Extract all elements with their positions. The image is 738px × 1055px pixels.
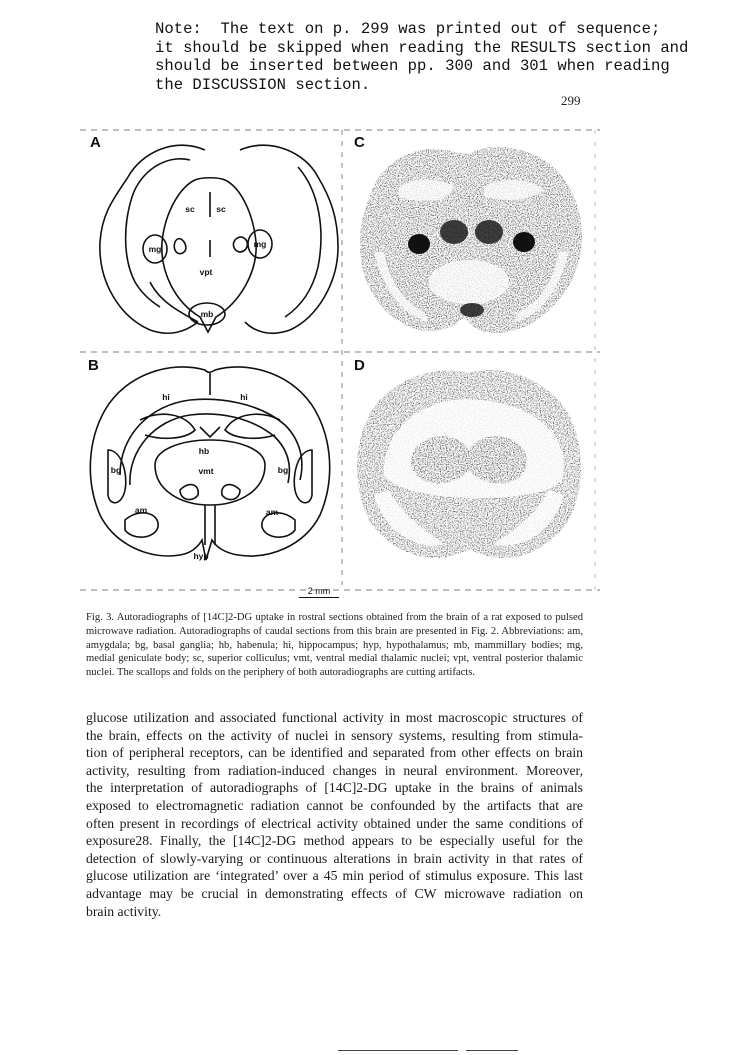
footer-rule	[466, 1050, 518, 1051]
panel-label-a: A	[90, 134, 101, 151]
atlas-label-sc: sc	[185, 204, 195, 214]
body-line: tion of peripheral receptors, can be identified and separated from other effects on brain	[86, 745, 583, 761]
panel-label-b: B	[88, 357, 99, 374]
atlas-label-vmt: vmt	[198, 466, 214, 476]
body-line: exposed to electromagnetic radiation cannot be confounded by the artifacts that are	[86, 797, 583, 813]
panel-d	[344, 355, 594, 585]
panel-label-d: D	[354, 357, 365, 374]
scale-bar	[299, 586, 339, 604]
autoradiograph-c	[344, 132, 594, 352]
page-number: 299	[561, 93, 581, 108]
atlas-label-hyp: hyp	[193, 551, 209, 561]
body-line: glucose utilization and associated functional activity in most macroscopic structures of	[86, 710, 583, 725]
atlas-label-bg: bg	[277, 465, 289, 475]
atlas-label-bg: bg	[110, 465, 122, 475]
atlas-label-am: am	[265, 507, 279, 517]
scale-bar-line	[299, 597, 339, 598]
body-line: the interpretation of autoradiographs of [14C]2-DG uptake in the brains of animals	[86, 780, 583, 796]
note-line: should be inserted between pp. 300 and 301 when reading	[155, 57, 670, 75]
atlas-label-mg: mg	[148, 244, 162, 254]
panel-a	[80, 132, 342, 352]
note-line: Note: The text on p. 299 was printed out of sequence;	[155, 20, 661, 38]
erratum-note	[155, 20, 715, 94]
atlas-label-hb: hb	[198, 446, 210, 456]
note-line: the DISCUSSION section.	[155, 75, 371, 94]
body-line: exposure28. Finally, the [14C]2-DG method appears to be especially useful for the	[86, 833, 583, 849]
body-line: activity, resulting from radiation-induced changes in neural environment. Moreover,	[86, 762, 583, 778]
figure-3	[80, 120, 600, 605]
panel-b	[80, 355, 342, 585]
atlas-label-mb: mb	[200, 309, 214, 319]
autoradiograph-d	[344, 355, 594, 585]
atlas-label-vpt: vpt	[199, 267, 213, 277]
figure-caption: Fig. 3. Autoradiographs of [14C]2-DG uptake in rostral sections obtained from the brain of a rat exposed to pulsed microwave radiation. Autoradiographs of caudal sections from this brain are presented in Fig. 2. Abbreviations: am, amygdala; bg, basal ganglia; hb, habenula; hi, hippocampus; hyp, hypothalamus; mb, mammillary bodies; mg, medial geniculate body; sc, superior colliculus; vmt, ventral medial thalamic nuclei; vpt, ventral posterior thalamic nuclei. The scallops and folds on the periphery of both autoradiographs are cutting artifacts.	[86, 612, 583, 679]
body-text	[86, 709, 583, 920]
panel-c	[344, 132, 594, 352]
body-line: advantage may be crucial in demonstrating effects of CW microwave radiation on	[86, 885, 583, 901]
body-line: detection of slowly-varying or continuous alterations in brain activity in that rates of	[86, 850, 583, 866]
scale-bar-label: 2 mm	[307, 586, 331, 596]
atlas-label-hi: hi	[240, 392, 248, 402]
body-line: glucose utilization are ‘integrated’ over a 45 min period of stimulus exposure. This last	[86, 868, 583, 884]
note-line: it should be skipped when reading the RESULTS section and	[155, 38, 689, 57]
body-line: the brain, effects on the activity of nuclei in sensory systems, resulting from stimula-	[86, 727, 583, 743]
body-line: brain activity.	[86, 903, 162, 919]
panel-label-c: C	[354, 134, 365, 151]
atlas-label-hi: hi	[162, 392, 170, 402]
footer-rule	[338, 1050, 458, 1051]
atlas-label-am: am	[134, 505, 148, 515]
body-line: often present in recordings of electrical activity obtained under the same conditions of	[86, 815, 583, 831]
panel-a-diagram	[80, 132, 342, 352]
atlas-label-sc: sc	[216, 204, 226, 214]
atlas-label-mg: mg	[253, 239, 267, 249]
